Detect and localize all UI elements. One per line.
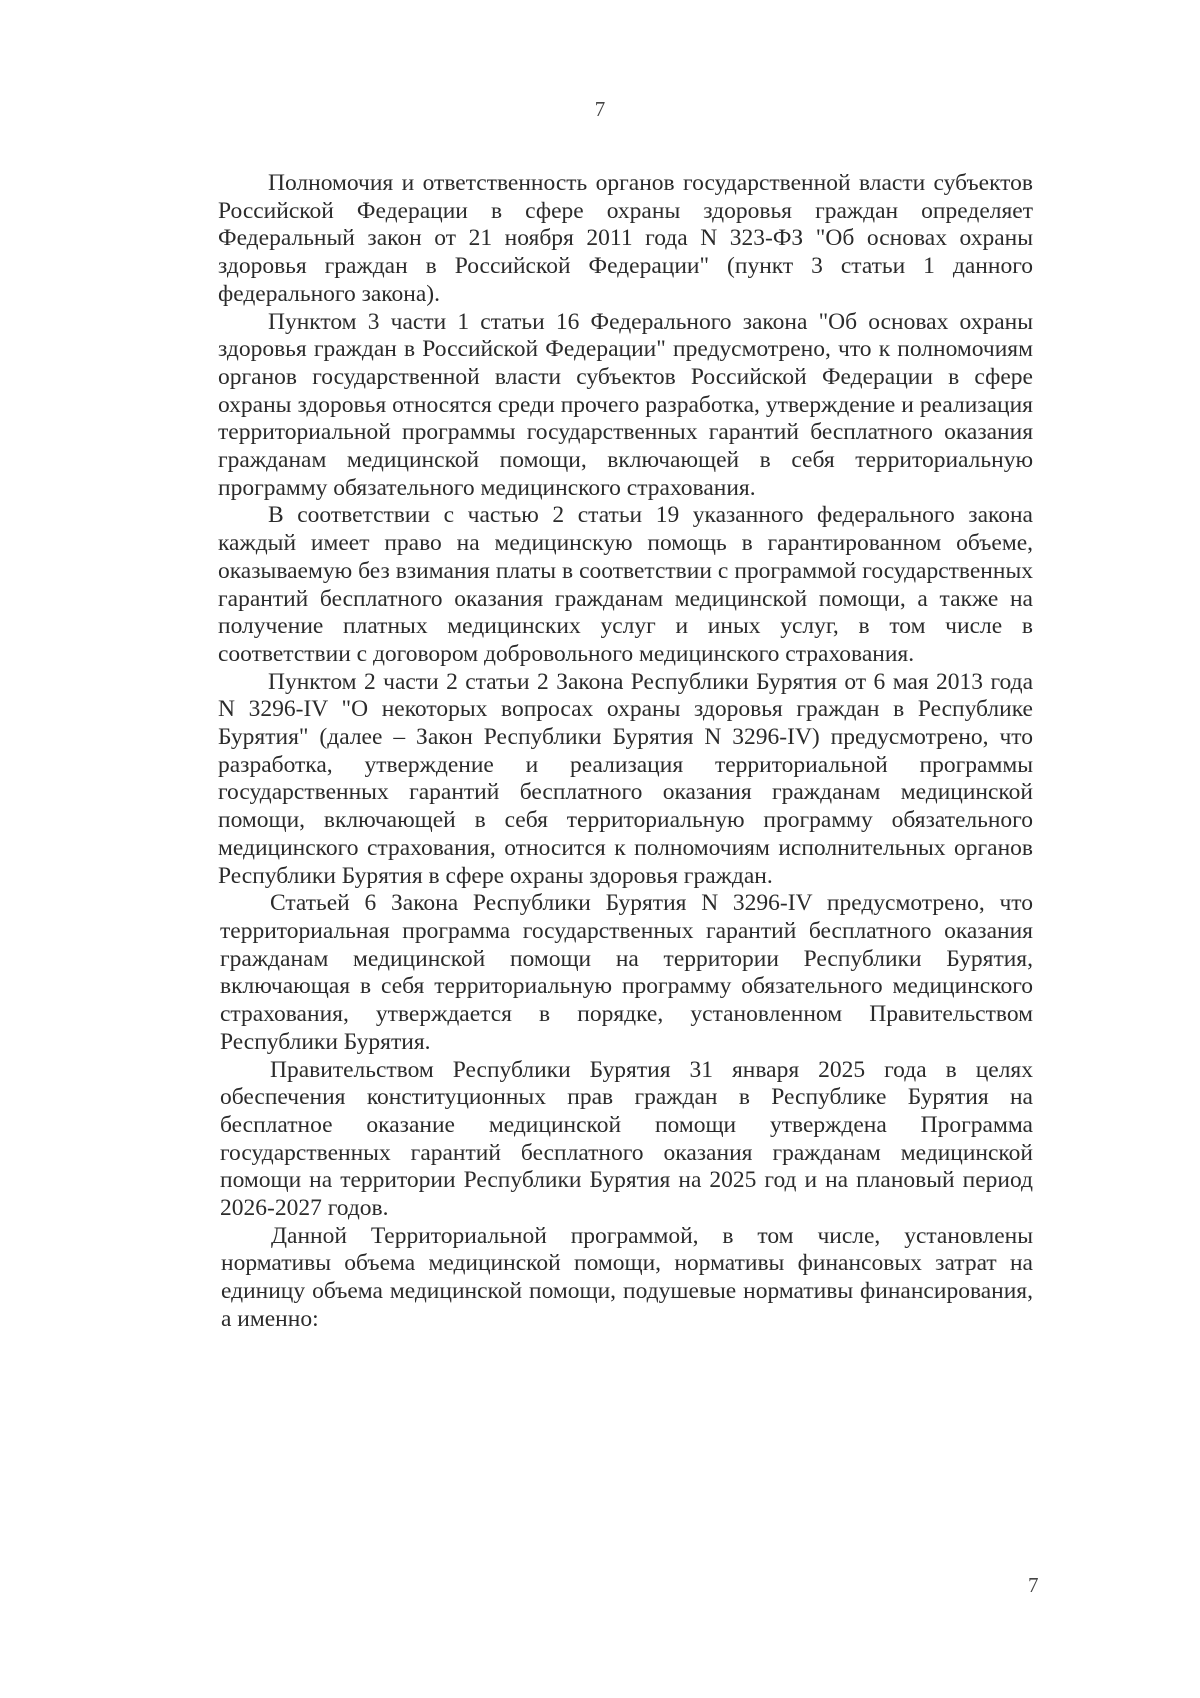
page-number-bottom: 7 <box>1028 1573 1039 1597</box>
paragraph-4: Пунктом 2 части 2 статьи 2 Закона Республики Бурятия от 6 мая 2013 года N 3296-IV "О некоторых вопросах охраны здоровья граждан в Республике Бурятия" (далее – Закон Республики Бурятия N 3296-IV) предусмотрено, что разработка, утверждение и реализация территориальной программы государственных гарантий бесплатного оказания гражданам медицинской помощи, включающей в себя территориальную программу обязательного медицинского страхования, относится к полномочиям исполнительных органов Республики Бурятия в сфере охраны здоровья граждан. <box>218 668 1033 889</box>
paragraph-3: В соответствии с частью 2 статьи 19 указанного федерального закона каждый имеет право на медицинскую помощь в гарантированном объеме, оказываемую без взимания платы в соответствии с программой государственных гарантий бесплатного оказания гражданам медицинской помощи, а также на получение платных медицинских услуг и иных услуг, в том числе в соответствии с договором добровольного медицинского страхования. <box>218 502 1033 667</box>
paragraph-2: Пунктом 3 части 1 статьи 16 Федерального закона "Об основах охраны здоровья граждан в Российской Федерации" предусмотрено, что к полномочиям органов государственной власти субъектов Российской Федерации в сфере охраны здоровья относятся среди прочего разработка, утверждение и реализация территориальной программы государственных гарантий бесплатного оказания гражданам медицинской помощи, включающей в себя территориальную программу обязательного медицинского страхования. <box>218 308 1033 501</box>
paragraph-5: Статьей 6 Закона Республики Бурятия N 3296-IV предусмотрено, что территориальная программа государственных гарантий бесплатного оказания гражданам медицинской помощи на территории Республики Бурятия, включающая в себя территориальную программу обязательного медицинского страхования, утверждается в порядке, установленном Правительством Республики Бурятия. <box>220 890 1033 1055</box>
page-number-top: 7 <box>594 97 606 121</box>
document-body <box>218 170 1033 1334</box>
paragraph-7: Данной Территориальной программой, в том числе, установлены нормативы объема медицинской помощи, нормативы финансовых затрат на единицу объема медицинской помощи, подушевые нормативы финансирования, а именно: <box>221 1222 1033 1332</box>
paragraph-6: Правительством Республики Бурятия 31 января 2025 года в целях обеспечения конституционных прав граждан в Республике Бурятия на бесплатное оказание медицинской помощи утверждена Программа государственных гарантий бесплатного оказания гражданам медицинской помощи на территории Республики Бурятия на 2025 год и на плановый период 2026-2027 годов. <box>220 1056 1033 1222</box>
paragraph-1: Полномочия и ответственность органов государственной власти субъектов Российской Федерации в сфере охраны здоровья граждан определяет Федеральный закон от 21 ноября 2011 года N 323-ФЗ "Об основах охраны здоровья граждан в Российской Федерации" (пункт 3 статьи 1 данного федерального закона). <box>218 170 1033 307</box>
